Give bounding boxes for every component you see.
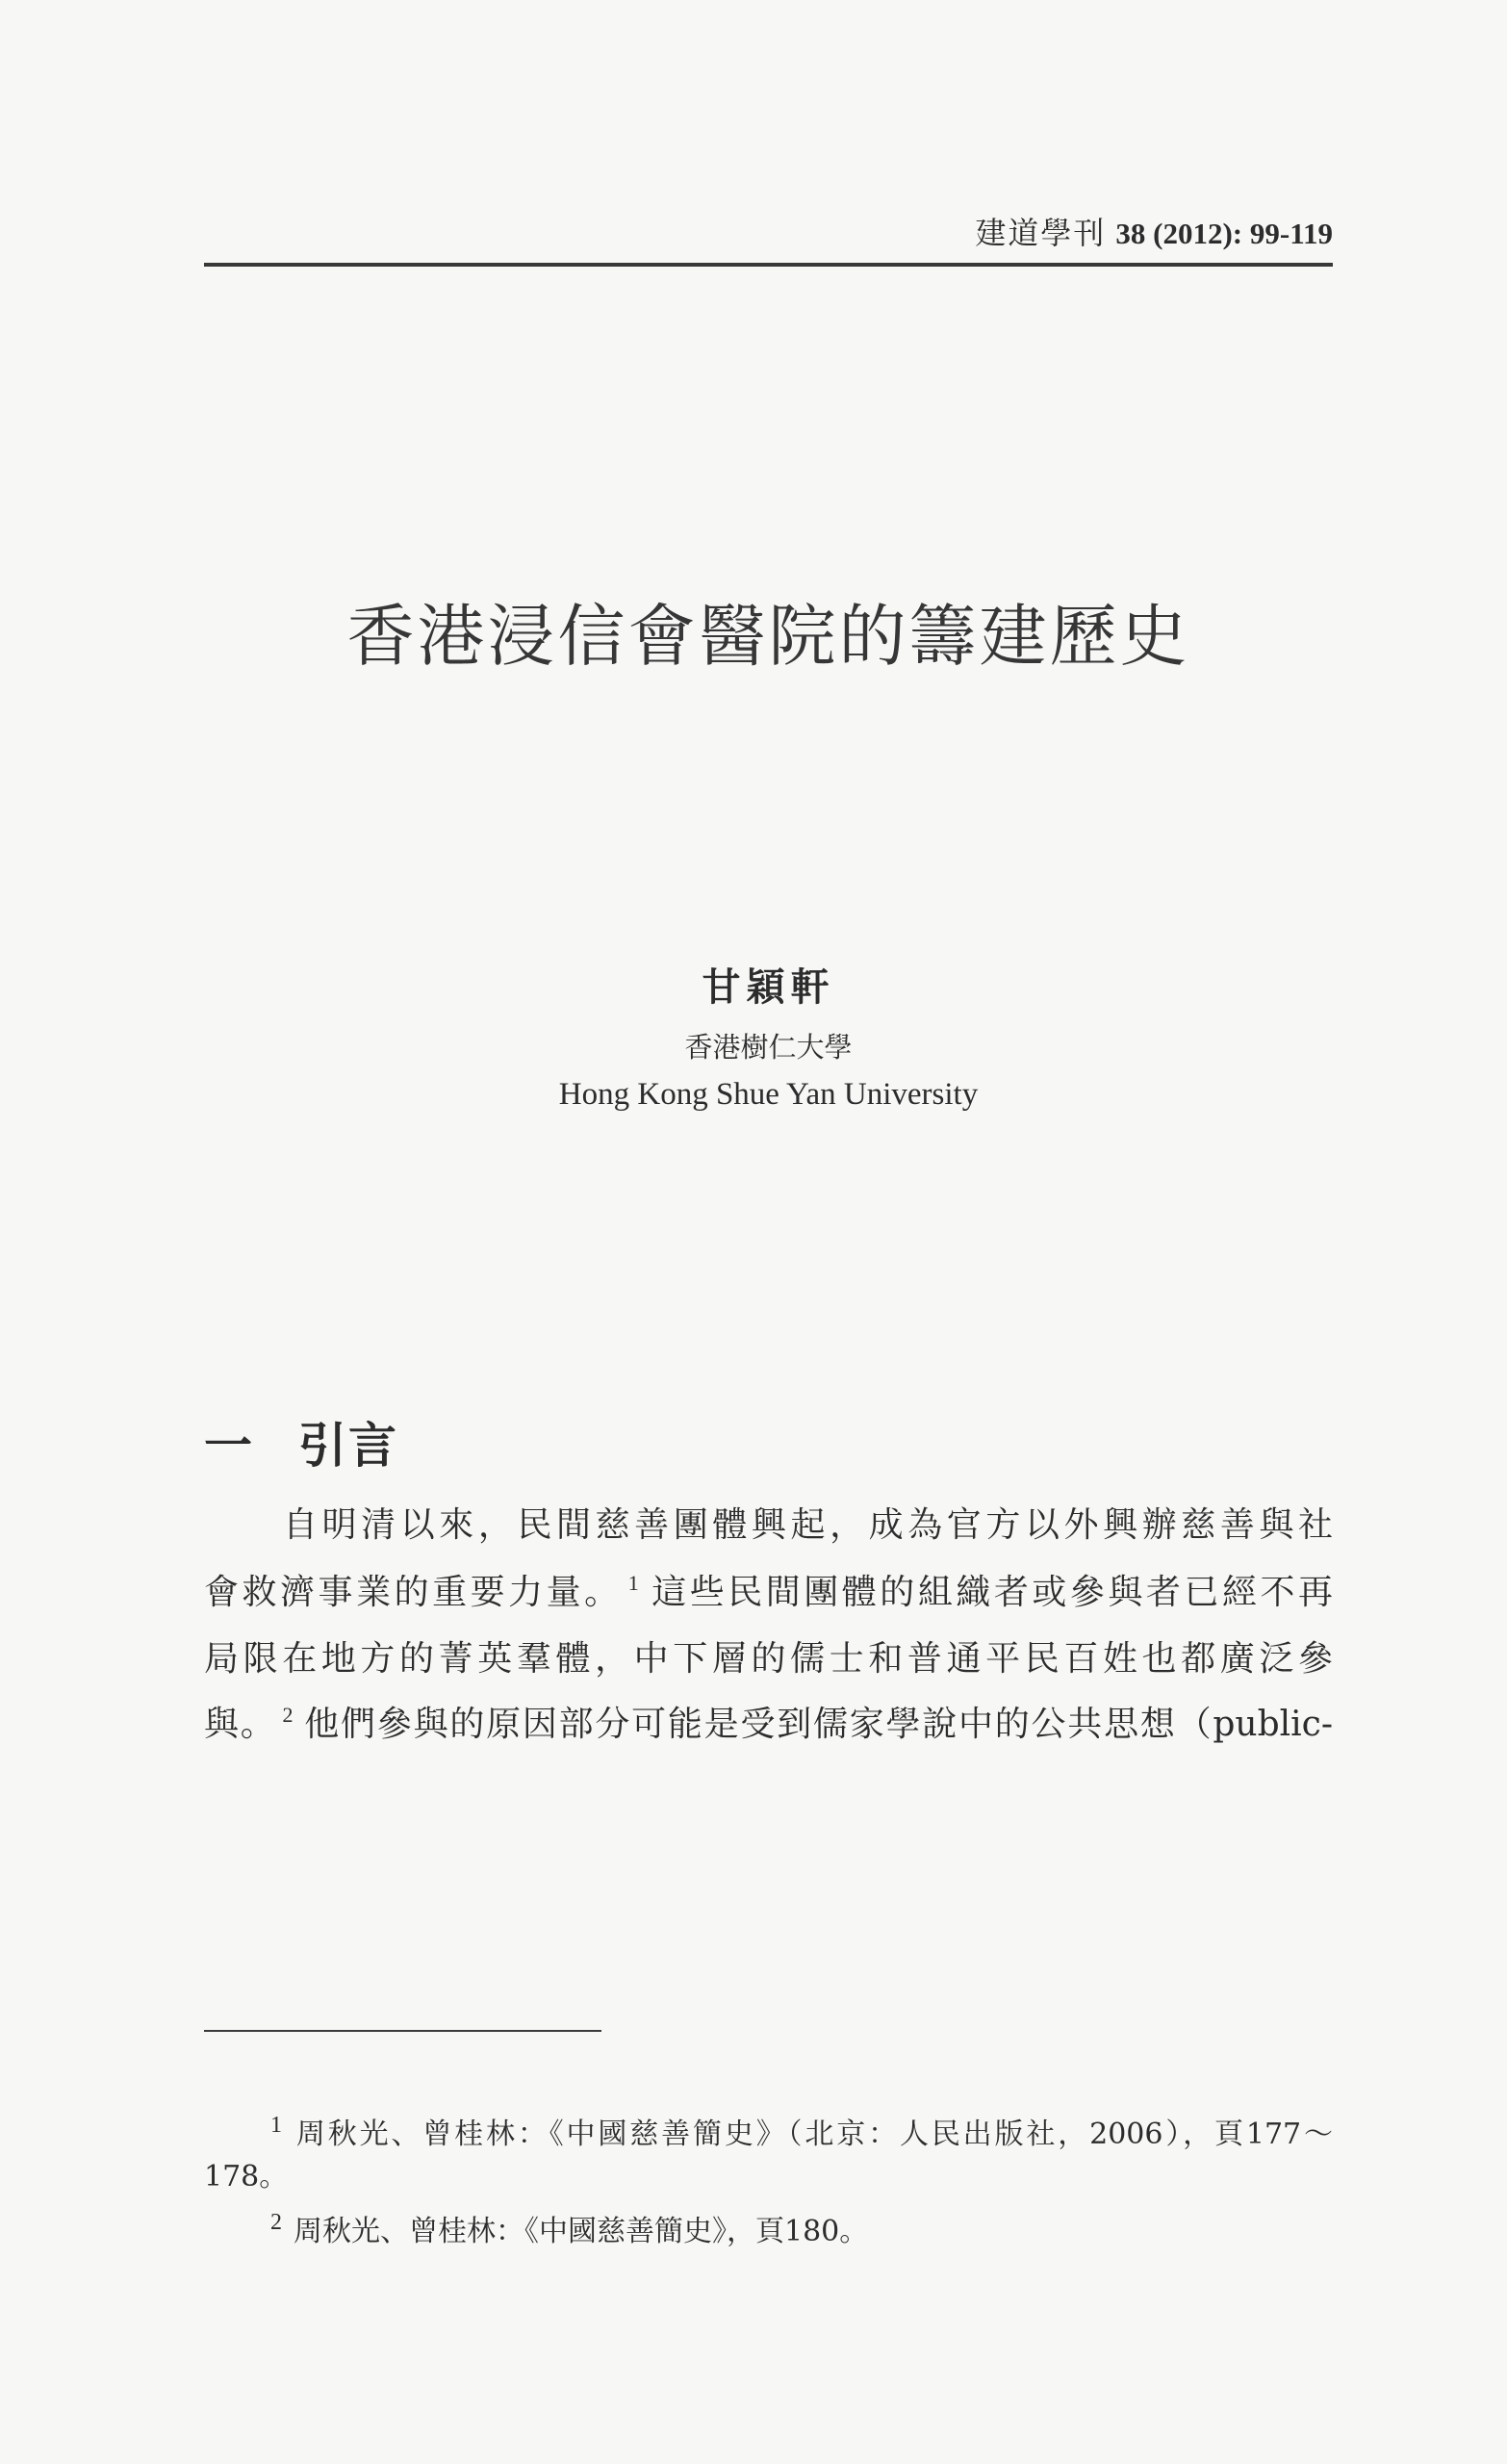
footnote-rule — [204, 2030, 601, 2032]
body-line — [204, 1559, 1333, 1626]
article-title: 香港浸信會醫院的籌建歷史 — [346, 597, 1190, 676]
body-line — [204, 1691, 1333, 1758]
footnote-continuation — [204, 2158, 288, 2196]
footnote-reference: 1 — [627, 1571, 639, 1595]
body-line — [204, 1626, 1333, 1692]
footnote-text: 周秋光、曾桂林：《中國慈善簡史》，頁180。 — [294, 2215, 869, 2248]
body-line — [204, 1492, 1333, 1558]
body-text: 自明清以來，民間慈善團體興起，成為官方以外興辦慈善與社 — [283, 1505, 1333, 1545]
footnote — [270, 2210, 869, 2251]
body-text: 這些民間團體的組織者或參與者已經不再 — [648, 1573, 1333, 1612]
body-text: 與。 — [204, 1705, 277, 1744]
body-text: 局限在地方的菁英羣體，中下層的儒士和普通平民百姓也都廣泛參 — [204, 1639, 1333, 1679]
journal-citation: 38 (2012): 99-119 — [1115, 217, 1333, 250]
section-number: 一 — [204, 1418, 252, 1474]
footnote-text: 周秋光、曾桂林：《中國慈善簡史》（北京：人民出版社，2006），頁177～ — [294, 2118, 1333, 2151]
footnote-reference: 2 — [282, 1703, 294, 1727]
footnote-mark: 1 — [270, 2113, 282, 2138]
author-name: 甘穎軒 — [702, 964, 835, 1010]
body-text: 他們參與的原因部分可能是受到儒家學說中的公共思想（public- — [302, 1705, 1333, 1744]
footnote — [270, 2113, 1333, 2154]
journal-name: 建道學刊 — [975, 215, 1107, 251]
body-text: 會救濟事業的重要力量。 — [204, 1573, 623, 1612]
running-head — [975, 214, 1333, 252]
author-affiliation-english: Hong Kong Shue Yan University — [558, 1077, 979, 1112]
footnote-mark: 2 — [270, 2210, 282, 2235]
footnote-text: 178。 — [204, 2160, 289, 2194]
author-affiliation-chinese: 香港樹仁大學 — [684, 1031, 853, 1064]
header-rule — [204, 263, 1333, 267]
section-heading: 引言 — [298, 1418, 398, 1474]
